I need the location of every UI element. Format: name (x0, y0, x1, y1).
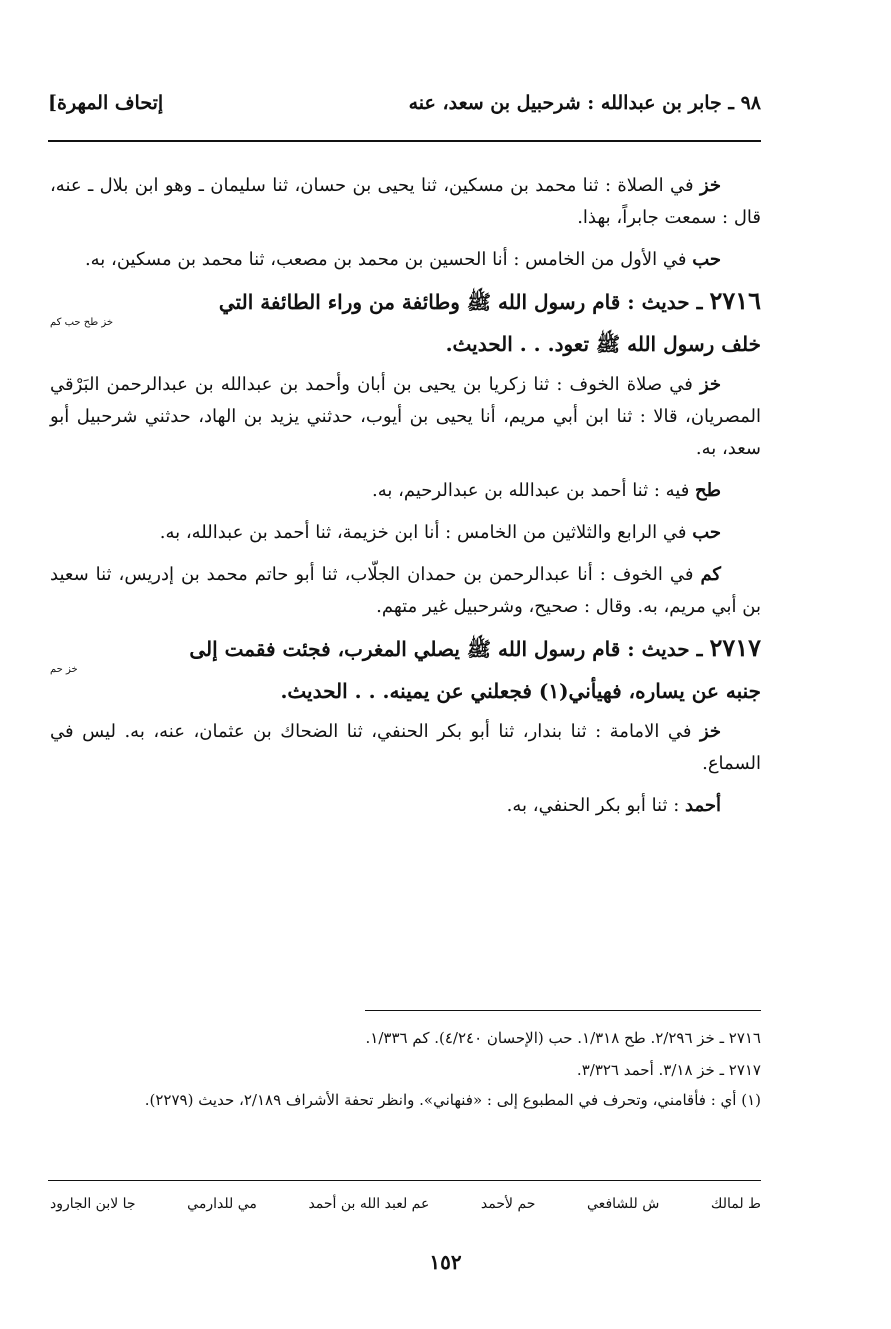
paragraph (50, 475, 761, 507)
paragraph (50, 244, 761, 276)
header-divider (48, 140, 761, 142)
footnotes (50, 1022, 761, 1114)
hadith-entry (50, 633, 761, 706)
source-siglum: حب (692, 522, 721, 543)
key-item: مي للدارمي (187, 1196, 257, 1212)
paragraph-text: في الصلاة : ثنا محمد بن مسكين، ثنا يحيى بن حسان، ثنا سليمان ـ وهو ابن بلال ـ عنه، قال : سمعت جابراً، بهذا. (50, 175, 761, 228)
key-divider (48, 1180, 761, 1181)
hadith-sigla: خز حم (50, 664, 78, 675)
footnote-reference: ٢٧١٧ ـ خز ٣/١٨. أحمد ٣/٣٢٦. (576, 1061, 761, 1079)
page-number: ١٥٢ (429, 1250, 462, 1274)
paragraph-text: في الخوف : أنا عبدالرحمن بن حمدان الجلّاب، ثنا أبو حاتم محمد بن إدريس، ثنا سعيد بن أبي مريم، به. وقال : صحيح، وشرحبيل غير متهم. (50, 564, 761, 617)
paragraph (50, 790, 761, 822)
paragraph-text: في الامامة : ثنا بندار، ثنا أبو بكر الحنفي، ثنا الضحاك بن عثمان، عنه، به. ليس في السماع. (50, 721, 761, 774)
key-item: ش للشافعي (587, 1196, 660, 1212)
source-siglum: خز (699, 721, 721, 742)
key-item: ط لمالك (710, 1196, 761, 1212)
header-right: ٩٨ ـ جابر بن عبدالله : شرحبيل بن سعد، عنه (408, 92, 761, 114)
hadith-text: ـ حديث : قام رسول الله ﷺ وطائفة من وراء الطائفة التي (218, 290, 710, 314)
source-siglum: طح (695, 480, 721, 501)
footnote-reference: ٢٧١٦ ـ خز ٢/٢٩٦. طح ١/٣١٨. حب (الإحسان ٤/٢٤٠). كم ١/٣٣٦. (365, 1029, 761, 1047)
hadith-text-cont: خلف رسول الله ﷺ تعود. . . الحديث. (445, 332, 761, 356)
paragraph-text: : ثنا أبو بكر الحنفي، به. (506, 795, 686, 816)
footnote-divider (365, 1010, 761, 1011)
source-siglum: خز (699, 175, 721, 196)
paragraph (50, 716, 761, 780)
paragraph-text: في صلاة الخوف : ثنا زكريا بن يحيى بن أبان وأحمد بن عبدالله بن عبدالرحمن البَرْقي المصريان، قالا : ثنا ابن أبي مريم، أنا يحيى بن أيوب، حدثني يزيد بن الهاد، حدثني شرحبيل أبو سعد، به. (50, 374, 761, 459)
paragraph-text: فيه : ثنا أحمد بن عبدالله بن عبدالرحيم، به. (371, 480, 696, 501)
hadith-text: ـ حديث : قام رسول الله ﷺ يصلي المغرب، فجئت فقمت إلى (189, 637, 710, 661)
key-item: حم لأحمد (480, 1196, 536, 1212)
paragraph (50, 170, 761, 234)
running-header (48, 92, 761, 114)
paragraph (50, 559, 761, 623)
source-siglum: حب (692, 249, 721, 270)
paragraph-text: في الرابع والثلاثين من الخامس : أنا ابن خزيمة، ثنا أحمد بن عبدالله، به. (159, 522, 693, 543)
hadith-text-cont: جنبه عن يساره، فهيأني(١) فجعلني عن يمينه. . . الحديث. (280, 679, 761, 703)
source-siglum: كم (700, 564, 721, 585)
abbreviation-key (50, 1196, 761, 1212)
hadith-number: ٢٧١٧ (709, 633, 761, 662)
hadith-number: ٢٧١٦ (709, 286, 761, 315)
hadith-entry (50, 286, 761, 359)
source-siglum: خز (699, 374, 721, 395)
footnote-note: (١) أي : فأقامني، وتحرف في المطبوع إلى : «فنهاني». وانظر تحفة الأشراف ٢/١٨٩، حديث (٢٢٧٩). (144, 1091, 761, 1109)
main-text (50, 170, 761, 832)
hadith-sigla: خز طح حب كم (50, 317, 114, 328)
paragraph (50, 517, 761, 549)
paragraph (50, 369, 761, 465)
key-item: جا لابن الجارود (50, 1196, 136, 1212)
paragraph-text: في الأول من الخامس : أنا الحسين بن محمد بن مصعب، ثنا محمد بن مسكين، به. (84, 249, 693, 270)
header-left: [إتحاف المهرة (48, 92, 164, 114)
source-siglum: أحمد (685, 795, 721, 816)
key-item: عم لعبد الله بن أحمد (308, 1196, 430, 1212)
